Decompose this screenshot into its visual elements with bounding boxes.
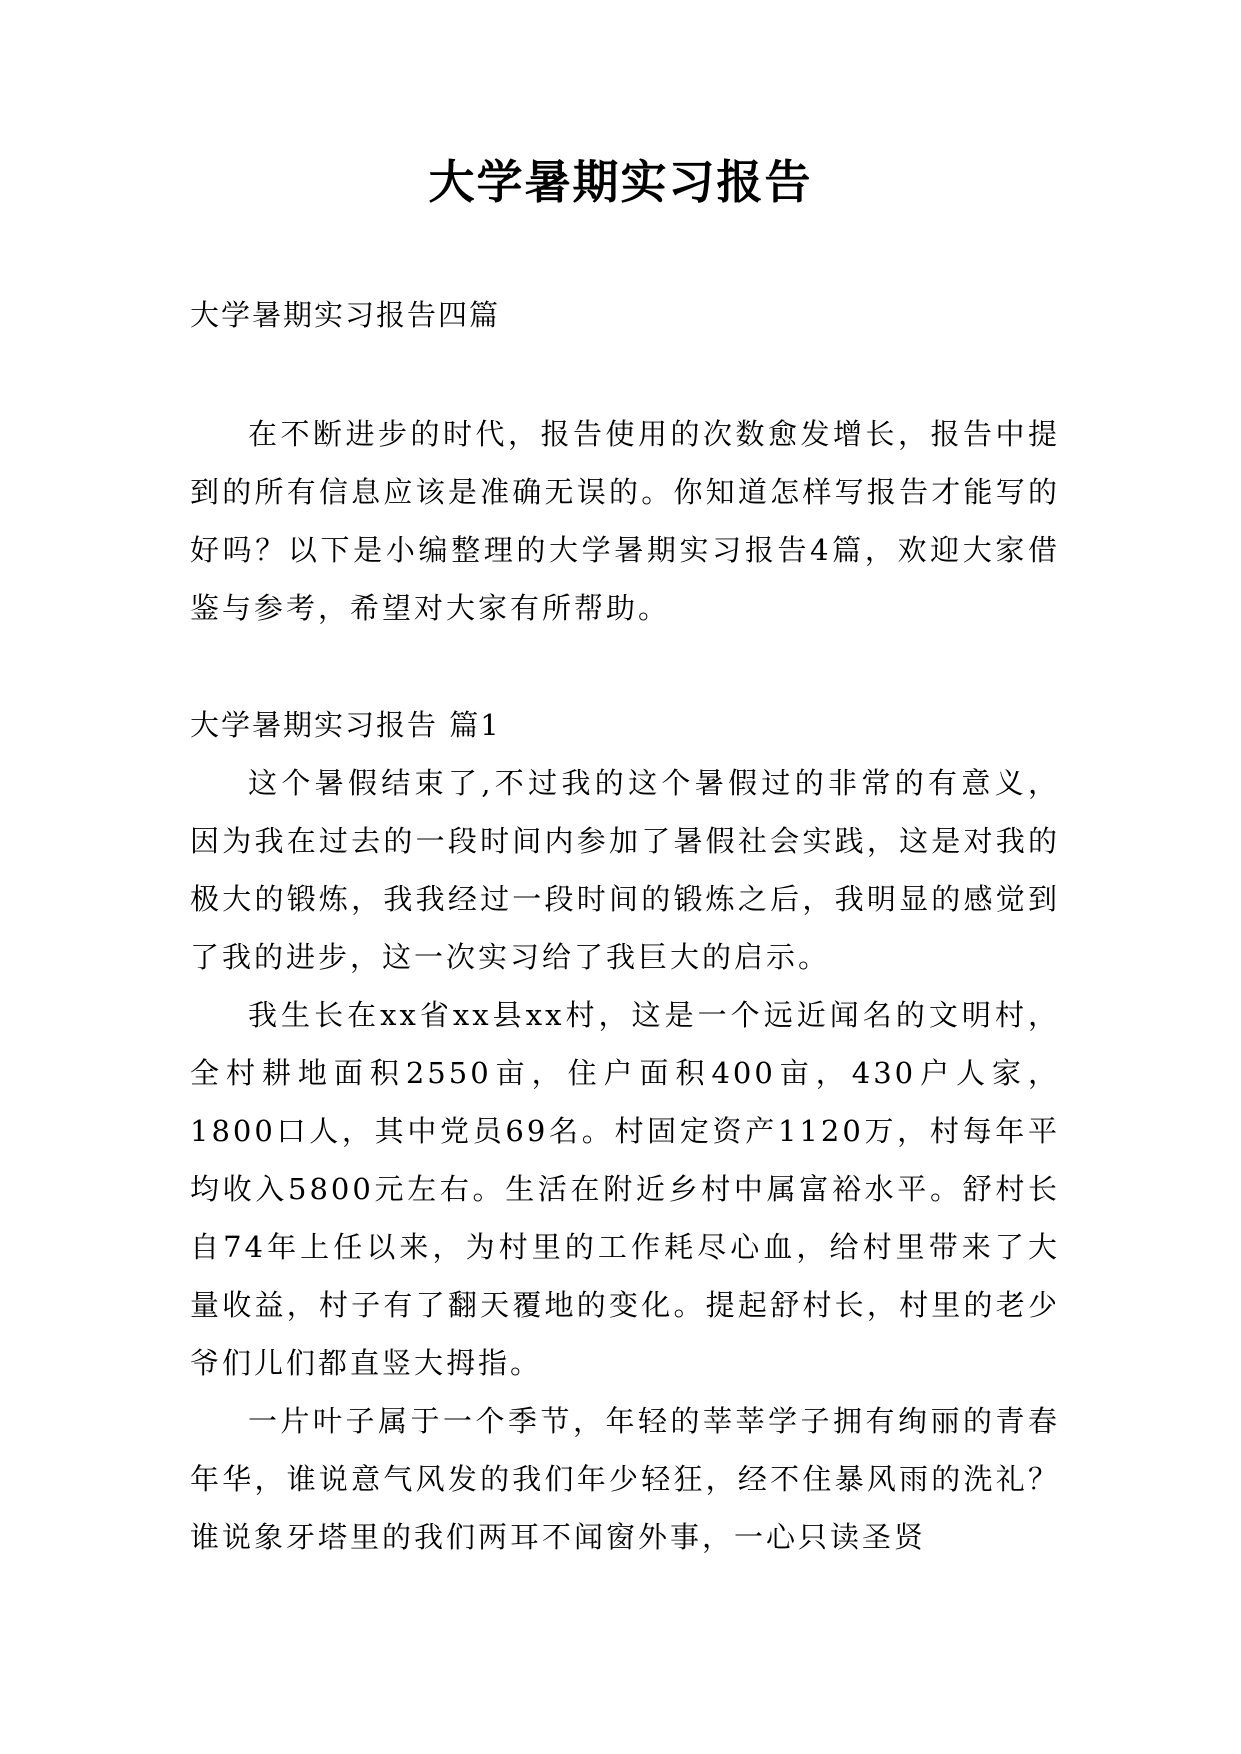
document-title: 大学暑期实习报告 <box>428 155 813 209</box>
body-paragraph-2: 我生长在xx省xx县xx村，这是一个远近闻名的文明村，全村耕地面积2550亩，住户面积400亩，430户人家，1800口人，其中党员69名。村固定资产1120万，村每年平均收入5800元左右。生活在附近乡村中属富裕水平。舒村长自74年上任以来，为村里的工作耗尽心血，给村里带来了大量收益，村子有了翻天覆地的变化。提起舒村长，村里的老少爷们儿们都直竖大拇指。 <box>190 998 1060 1380</box>
section-heading: 大学暑期实习报告 篇1 <box>190 708 501 742</box>
intro-paragraph: 在不断进步的时代，报告使用的次数愈发增长，报告中提到的所有信息应该是准确无误的。你知道怎样写报告才能写的好吗？以下是小编整理的大学暑期实习报告4篇，欢迎大家借鉴与参考，希望对大家有所帮助。 <box>190 417 1060 625</box>
document-subtitle: 大学暑期实习报告四篇 <box>190 298 501 332</box>
body-paragraph-3: 一片叶子属于一个季节，年轻的莘莘学子拥有绚丽的青春年华，谁说意气风发的我们年少轻狂，经不住暴风雨的洗礼？谁说象牙塔里的我们两耳不闻窗外事，一心只读圣贤 <box>190 1404 1060 1554</box>
section-body <box>190 754 1060 1566</box>
intro-section <box>190 405 1060 637</box>
body-paragraph-1: 这个暑假结束了,不过我的这个暑假过的非常的有意义，因为我在过去的一段时间内参加了暑假社会实践，这是对我的极大的锻炼，我我经过一段时间的锻炼之后，我明显的感觉到了我的进步，这一次实习给了我巨大的启示。 <box>190 766 1060 974</box>
